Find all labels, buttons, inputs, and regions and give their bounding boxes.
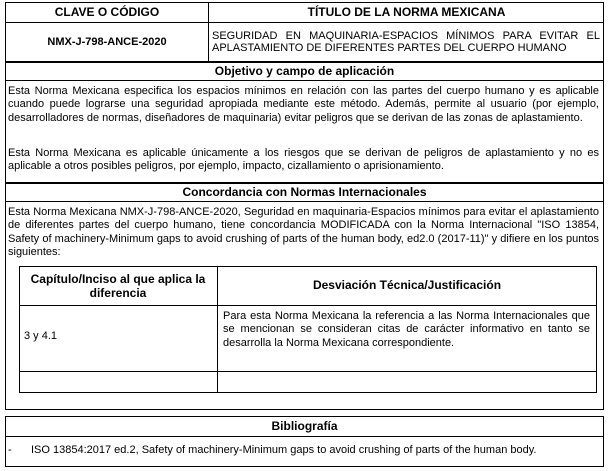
header-divider bbox=[5, 22, 604, 23]
standard-title-line2: APLASTAMIENTO DE DIFERENTES PARTES DEL CUERPO HUMANO bbox=[212, 42, 567, 54]
standard-title-line1: SEGURIDAD EN MAQUINARIA-ESPACIOS MÍNIMOS PARA EVITAR EL bbox=[212, 30, 600, 42]
objective-paragraph-1: Esta Norma Mexicana especifica los espacios mínimos en relación con las partes del cuerpo humano y es aplicable cuando puede lograrse una seguridad apropiada mediante este método. Además, permite al usuario (por ejemplo, desarrolladores de normas, diseñadores de maquinaria) evitar peligros que se derivan de las zonas de aplastamiento. bbox=[8, 85, 599, 124]
concordance-heading: Concordancia con Normas Internacionales bbox=[182, 185, 427, 199]
deviation-table-row-divider bbox=[19, 371, 597, 372]
table-row-1-justification: Para esta Norma Mexicana la referencia a las Norma Internacionales que se mencionan se consideran citas de carácter informativo en tanto se desarrolla la Norma Mexicana correspondiente. bbox=[223, 310, 590, 349]
bibliography-heading: Bibliografía bbox=[271, 419, 338, 433]
deviation-table-header-divider bbox=[19, 305, 597, 306]
bibliography-item: ISO 13854:2017 ed.2, Safety of machinery-Minimum gaps to avoid crushing of parts of the human body. bbox=[31, 444, 537, 456]
objective-heading-divider bbox=[5, 80, 604, 81]
standard-code: NMX-J-798-ANCE-2020 bbox=[47, 36, 167, 48]
objective-paragraph-2: Esta Norma Mexicana es aplicable únicamente a los riesgos que se derivan de peligros de aplastamiento y no es aplicable a otros posibles peligros, por ejemplo, impacto, cizallamiento o aprisionamiento. bbox=[8, 147, 599, 173]
table-row-1-clause: 3 y 4.1 bbox=[24, 330, 58, 342]
objective-heading: Objetivo y campo de aplicación bbox=[214, 64, 395, 78]
concordance-paragraph: Esta Norma Mexicana NMX-J-798-ANCE-2020, Seguridad en maquinaria-Espacios mínimos para evitar el aplastamiento de diferentes partes del cuerpo humano, tiene concordancia MODIFICADA con la Norma Internacional "ISO 13854, Safety of machinery-Minimum gaps to avoid crushing of parts of the human body, ed2.0 (2017-11)" y difiere en los puntos siguientes: bbox=[8, 206, 599, 258]
title-column-heading: TÍTULO DE LA NORMA MEXICANA bbox=[307, 5, 506, 19]
bibliography-heading-divider bbox=[5, 436, 604, 437]
justification-column-header: Desviación Técnica/Justificación bbox=[312, 278, 502, 292]
concordance-heading-divider bbox=[5, 201, 604, 202]
clause-column-header: Capítulo/Inciso al que aplica la diferencia bbox=[30, 272, 206, 300]
bibliography-bullet: - bbox=[8, 444, 12, 456]
code-column-heading: CLAVE O CÓDIGO bbox=[54, 5, 160, 19]
